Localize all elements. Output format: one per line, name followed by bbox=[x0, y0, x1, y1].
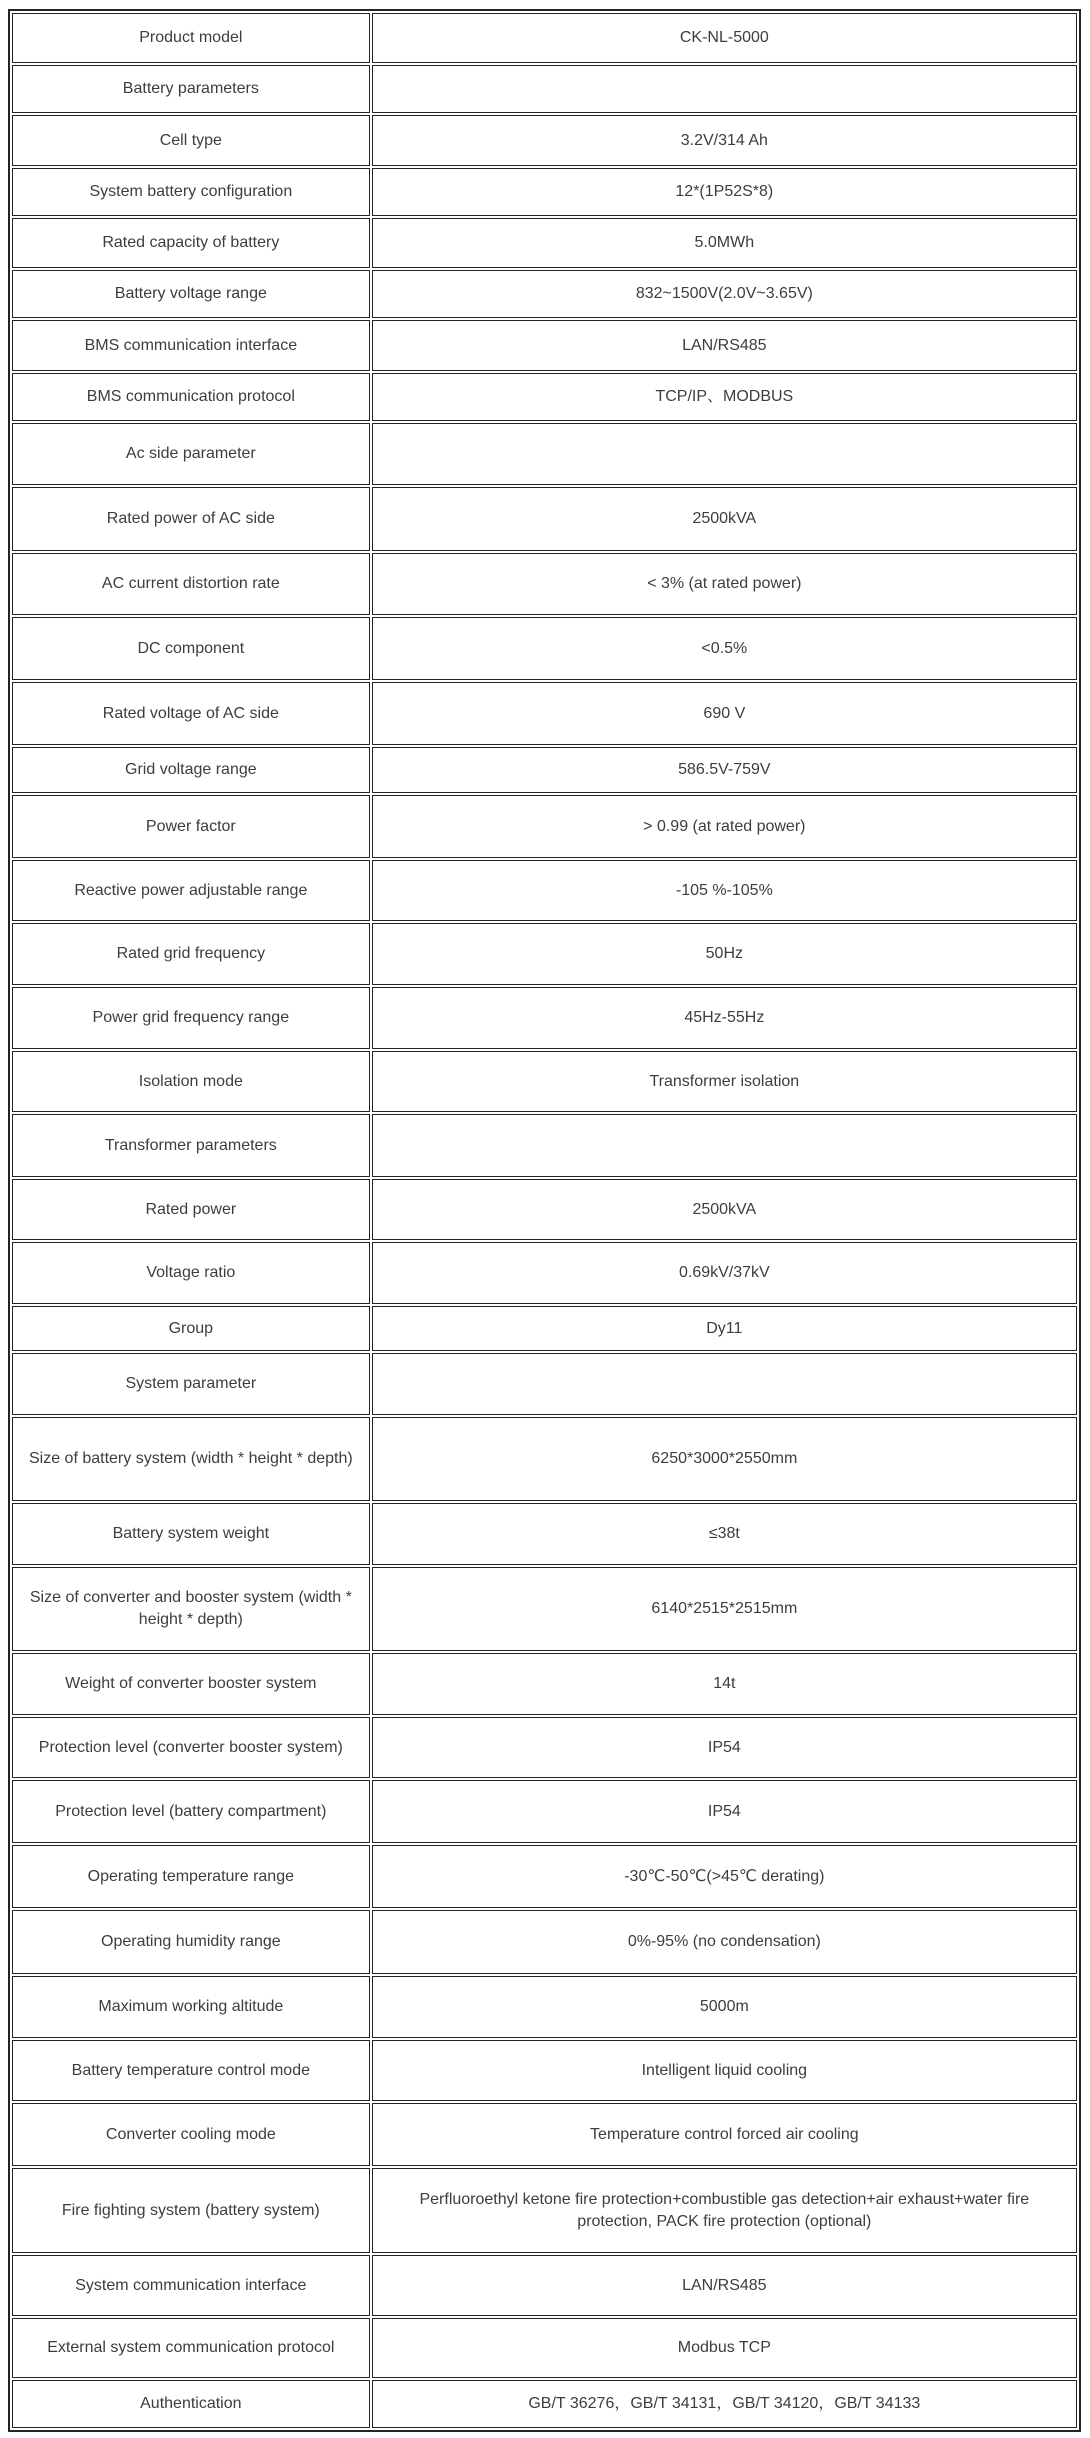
param-value-cell: 50Hz bbox=[372, 923, 1077, 985]
param-value-cell: TCP/IP、MODBUS bbox=[372, 373, 1077, 421]
param-label-cell: AC current distortion rate bbox=[12, 553, 370, 615]
table-row bbox=[12, 795, 1077, 858]
param-label-cell: BMS communication interface bbox=[12, 320, 370, 371]
table-row bbox=[12, 2040, 1077, 2101]
param-label-cell: Authentication bbox=[12, 2380, 370, 2428]
param-label-cell: Operating humidity range bbox=[12, 1910, 370, 1974]
table-row bbox=[12, 860, 1077, 921]
param-value-cell: 0%-95% (no condensation) bbox=[372, 1910, 1077, 1974]
param-value-cell: 5.0MWh bbox=[372, 218, 1077, 268]
table-row bbox=[12, 270, 1077, 318]
param-value-cell: IP54 bbox=[372, 1717, 1077, 1778]
table-row bbox=[12, 2380, 1077, 2428]
table-row bbox=[12, 373, 1077, 421]
table-row bbox=[12, 1845, 1077, 1908]
table-row bbox=[12, 1910, 1077, 1974]
table-row bbox=[12, 1306, 1077, 1351]
param-label-cell: Isolation mode bbox=[12, 1051, 370, 1112]
param-label-cell: Maximum working altitude bbox=[12, 1976, 370, 2038]
param-value-cell: 5000m bbox=[372, 1976, 1077, 2038]
param-label-cell: System parameter bbox=[12, 1353, 370, 1415]
param-value-cell: < 3% (at rated power) bbox=[372, 553, 1077, 615]
spec-table-body bbox=[12, 13, 1077, 2428]
table-row bbox=[12, 923, 1077, 985]
table-row bbox=[12, 168, 1077, 216]
table-row bbox=[12, 1179, 1077, 1240]
param-value-cell: LAN/RS485 bbox=[372, 320, 1077, 371]
param-label-cell: Reactive power adjustable range bbox=[12, 860, 370, 921]
param-label-cell: Size of battery system (width * height * depth) bbox=[12, 1417, 370, 1501]
table-row bbox=[12, 1503, 1077, 1565]
table-row bbox=[12, 1242, 1077, 1304]
table-row bbox=[12, 553, 1077, 615]
param-value-cell: Modbus TCP bbox=[372, 2318, 1077, 2378]
table-row bbox=[12, 1976, 1077, 2038]
param-value-cell: 0.69kV/37kV bbox=[372, 1242, 1077, 1304]
param-label-cell: System battery configuration bbox=[12, 168, 370, 216]
param-value-cell: 690 V bbox=[372, 682, 1077, 745]
table-row bbox=[12, 115, 1077, 166]
param-label-cell: Fire fighting system (battery system) bbox=[12, 2168, 370, 2253]
param-value-cell: 2500kVA bbox=[372, 1179, 1077, 1240]
table-row bbox=[12, 218, 1077, 268]
param-label-cell: Cell type bbox=[12, 115, 370, 166]
param-label-cell: Battery system weight bbox=[12, 1503, 370, 1565]
table-row bbox=[12, 1417, 1077, 1501]
param-label-cell: Weight of converter booster system bbox=[12, 1653, 370, 1715]
param-label-cell: System communication interface bbox=[12, 2255, 370, 2316]
param-label-cell: Ac side parameter bbox=[12, 423, 370, 485]
param-label-cell: Protection level (converter booster system) bbox=[12, 1717, 370, 1778]
param-label-cell: Protection level (battery compartment) bbox=[12, 1780, 370, 1843]
param-label-cell: Voltage ratio bbox=[12, 1242, 370, 1304]
param-value-cell: > 0.99 (at rated power) bbox=[372, 795, 1077, 858]
param-value-cell bbox=[372, 65, 1077, 113]
table-row bbox=[12, 682, 1077, 745]
param-value-cell: Intelligent liquid cooling bbox=[372, 2040, 1077, 2101]
param-label-cell: Converter cooling mode bbox=[12, 2103, 370, 2166]
param-label-cell: Group bbox=[12, 1306, 370, 1351]
table-row bbox=[12, 2168, 1077, 2253]
param-label-cell: Rated power bbox=[12, 1179, 370, 1240]
param-label-cell: Battery parameters bbox=[12, 65, 370, 113]
param-value-cell: GB/T 36276，GB/T 34131，GB/T 34120，GB/T 34133 bbox=[372, 2380, 1077, 2428]
param-value-cell: IP54 bbox=[372, 1780, 1077, 1843]
param-label-cell: BMS communication protocol bbox=[12, 373, 370, 421]
param-value-cell: 12*(1P52S*8) bbox=[372, 168, 1077, 216]
param-value-cell: 6250*3000*2550mm bbox=[372, 1417, 1077, 1501]
param-value-cell bbox=[372, 423, 1077, 485]
param-value-cell: -105 %-105% bbox=[372, 860, 1077, 921]
param-value-cell: LAN/RS485 bbox=[372, 2255, 1077, 2316]
param-label-cell: Rated capacity of battery bbox=[12, 218, 370, 268]
param-value-cell: Transformer isolation bbox=[372, 1051, 1077, 1112]
table-row bbox=[12, 1780, 1077, 1843]
param-label-cell: Power factor bbox=[12, 795, 370, 858]
param-label-cell: DC component bbox=[12, 617, 370, 680]
param-value-cell: <0.5% bbox=[372, 617, 1077, 680]
param-label-cell: Grid voltage range bbox=[12, 747, 370, 793]
param-value-cell: Temperature control forced air cooling bbox=[372, 2103, 1077, 2166]
param-value-cell: CK-NL-5000 bbox=[372, 13, 1077, 63]
param-value-cell: 6140*2515*2515mm bbox=[372, 1567, 1077, 1651]
param-label-cell: Battery temperature control mode bbox=[12, 2040, 370, 2101]
param-value-cell: -30℃-50℃(>45℃ derating) bbox=[372, 1845, 1077, 1908]
table-row bbox=[12, 2255, 1077, 2316]
table-row bbox=[12, 1353, 1077, 1415]
table-row bbox=[12, 747, 1077, 793]
table-row bbox=[12, 487, 1077, 551]
table-row bbox=[12, 1051, 1077, 1112]
table-row bbox=[12, 2318, 1077, 2378]
param-value-cell: 2500kVA bbox=[372, 487, 1077, 551]
param-value-cell: 586.5V-759V bbox=[372, 747, 1077, 793]
param-label-cell: Operating temperature range bbox=[12, 1845, 370, 1908]
param-label-cell: Size of converter and booster system (width * height * depth) bbox=[12, 1567, 370, 1651]
table-row bbox=[12, 320, 1077, 371]
table-row bbox=[12, 423, 1077, 485]
table-row bbox=[12, 617, 1077, 680]
param-label-cell: Power grid frequency range bbox=[12, 987, 370, 1049]
table-row bbox=[12, 1114, 1077, 1177]
param-value-cell: Dy11 bbox=[372, 1306, 1077, 1351]
product-spec-table bbox=[8, 9, 1081, 2432]
table-row bbox=[12, 65, 1077, 113]
table-row bbox=[12, 13, 1077, 63]
table-row bbox=[12, 1567, 1077, 1651]
param-value-cell: 45Hz-55Hz bbox=[372, 987, 1077, 1049]
param-value-cell bbox=[372, 1353, 1077, 1415]
table-row bbox=[12, 1653, 1077, 1715]
table-row bbox=[12, 987, 1077, 1049]
param-value-cell: Perfluoroethyl ketone fire protection+combustible gas detection+air exhaust+water fire protection, PACK fire protection (optional) bbox=[372, 2168, 1077, 2253]
param-value-cell: 14t bbox=[372, 1653, 1077, 1715]
param-label-cell: Product model bbox=[12, 13, 370, 63]
param-value-cell: 832~1500V(2.0V~3.65V) bbox=[372, 270, 1077, 318]
table-row bbox=[12, 1717, 1077, 1778]
table-row bbox=[12, 2103, 1077, 2166]
param-value-cell bbox=[372, 1114, 1077, 1177]
param-label-cell: Transformer parameters bbox=[12, 1114, 370, 1177]
param-value-cell: ≤38t bbox=[372, 1503, 1077, 1565]
param-label-cell: Battery voltage range bbox=[12, 270, 370, 318]
param-label-cell: Rated grid frequency bbox=[12, 923, 370, 985]
param-value-cell: 3.2V/314 Ah bbox=[372, 115, 1077, 166]
param-label-cell: Rated voltage of AC side bbox=[12, 682, 370, 745]
param-label-cell: Rated power of AC side bbox=[12, 487, 370, 551]
param-label-cell: External system communication protocol bbox=[12, 2318, 370, 2378]
